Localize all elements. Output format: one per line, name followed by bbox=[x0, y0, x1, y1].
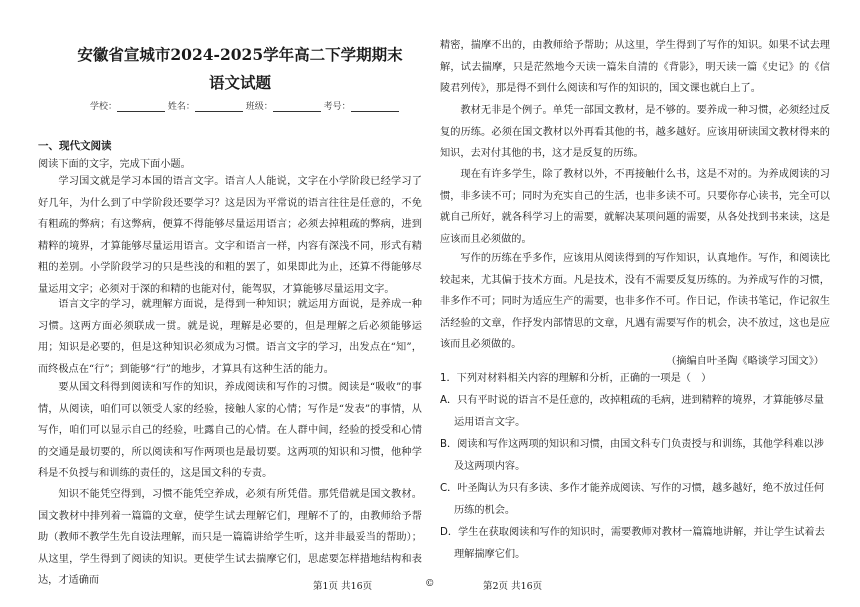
name-label: 姓名： bbox=[167, 102, 195, 112]
class-blank[interactable] bbox=[273, 102, 321, 112]
id-blank[interactable] bbox=[351, 102, 399, 112]
page-number-left: 第1页 共16页 bbox=[313, 581, 373, 592]
class-label: 班级： bbox=[245, 102, 273, 112]
passage-paragraph-4: 知识不能凭空得到，习惯不能凭空养成，必须有所凭借。那凭借就是国文教材。国文教材中排列着一篇篇的文章，使学生试去理解它们，理解不了的，由教师给予帮助（教师不教学生先自设法理解，而只是一篇篇讲给学生听，这并非最妥当的帮助）；从这里，学生得到了阅读的知识。更使学生试去揣摩它们，思虑要怎样措地结构和表达，才适确而 bbox=[38, 489, 422, 587]
school-blank[interactable] bbox=[117, 102, 165, 112]
passage-paragraph-7: 现在有许多学生，除了教材以外，不再接触什么书，这是不对的。为养成阅读的习惯，非多读不可；同时为充实自己的生活，也非多读不可。只要你存心读书，完全可以就自己所好，就各科学习上的需要，就解决某项问题的需要，从各处找到书来读，这是应该而且必须做的。 bbox=[440, 169, 830, 245]
page-number-right: 第2页 共16页 bbox=[483, 581, 543, 592]
option-d[interactable]: D．学生在获取阅读和写作的知识时，需要教师对教材一篇篇地讲解，并让学生试着去理解揣摩它们。 bbox=[440, 527, 825, 560]
option-b[interactable]: B．阅读和写作这两项的知识和习惯，由国文科专门负责授与和训练，其他学科难以涉及这两项内容。 bbox=[440, 439, 824, 472]
copyright-mark: © bbox=[425, 578, 435, 589]
passage-paragraph-1: 学习国文就是学习本国的语言文字。语言人人能说，文字在小学阶段已经学习了好几年，为什么到了中学阶段还要学习？这是因为平常说的语言往往是任意的，不免有粗疏的弊病；有这弊病，便算不得能够尽量运用语言；必须去掉粗疏的弊病，进到精粹的境界，才算能够尽量运用语言。文字和语言一样，内容有深浅不同，形式有精粗的差别。小学阶段学习的只是些浅的和粗的罢了，如果即此为止，还算不得能够尽量运用文字；必须对于深的和精的也能对付，能驾驭，才算能够尽量运用文字。 bbox=[38, 176, 422, 295]
name-blank[interactable] bbox=[195, 102, 243, 112]
exam-title: 安徽省宣城市2024-2025学年高二下学期期末 bbox=[77, 45, 403, 64]
instruction-text: 阅读下面的文字，完成下面小题。 bbox=[38, 159, 191, 170]
passage-paragraph-5: 精密，揣摩不出的，由教师给予帮助；从这里，学生得到了写作的知识。如果不试去理解，试去揣摩，只是茫然地今天读一篇朱自清的《背影》，明天读一篇《史记》的《信陵君列传》，那是得不到什么阅读和写作的知识的，国文课也就白上了。 bbox=[440, 40, 830, 95]
exam-subtitle: 语文试题 bbox=[208, 73, 271, 92]
question-stem: 1．下列对材料相关内容的理解和分析，正确的一项是（ ） bbox=[440, 373, 712, 384]
option-c[interactable]: C．叶圣陶认为只有多读、多作才能养成阅读、写作的习惯，越多越好，绝不放过任何历练的机会。 bbox=[440, 483, 825, 516]
option-a[interactable]: A．只有平时说的语言不是任意的，改掉粗疏的毛病，进到精粹的境界，才算能够尽量运用语言文字。 bbox=[440, 395, 824, 428]
passage-paragraph-2: 语言文字的学习，就理解方面说，是得到一种知识；就运用方面说，是养成一种习惯。这两方面必须联成一贯。就是说，理解是必要的，但是理解之后必须能够运用；知识是必要的，但是这种知识必须成为习惯。语言文字的学习，出发点在“知”，而终极点在“行”；到能够“行”的地步，才算具有这种生活的能力。 bbox=[38, 299, 422, 375]
school-label: 学校： bbox=[90, 102, 118, 112]
source-citation: （摘编自叶圣陶《略谈学习国文》） bbox=[666, 356, 824, 367]
passage-paragraph-8: 写作的历练在乎多作，应该用从阅读得到的写作知识，认真地作。写作，和阅读比较起来，尤其偏于技术方面。凡是技术，没有不需要反复历练的。为养成写作的习惯，非多作不可；同时为适应生产的需要，也非多作不可。作日记，作读书笔记，作记叙生活经验的文章，作抒发内部情思的文章，凡遇有需要写作的机会，决不放过，这也是应该而且必须做的。 bbox=[440, 253, 830, 351]
passage-paragraph-6: 教材无非是个例子。单凭一部国文教材，是不够的。要养成一种习惯，必须经过反复的历练。必须在国文教材以外再看其他的书，越多越好。应该用研读国文教材得来的知识，去对付其他的书，这才是反复的历练。 bbox=[440, 105, 830, 160]
student-info-line bbox=[90, 99, 399, 112]
id-label: 考号： bbox=[323, 102, 351, 112]
passage-paragraph-3: 要从国文科得到阅读和写作的知识，养成阅读和写作的习惯。阅读是“吸收”的事情，从阅读，咱们可以领受人家的经验，接触人家的心情；写作是“发表”的事情，从写作，咱们可以显示自己的经验，吐露自己的心情。在人群中间，经验的授受和心情的交通是最切要的，所以阅读和写作两项也是最切要。这两项的知识和习惯，他种学科是不负授与和训练的责任的，这是国文科的专责。 bbox=[38, 382, 422, 480]
section-heading: 一、现代文阅读 bbox=[38, 140, 112, 152]
